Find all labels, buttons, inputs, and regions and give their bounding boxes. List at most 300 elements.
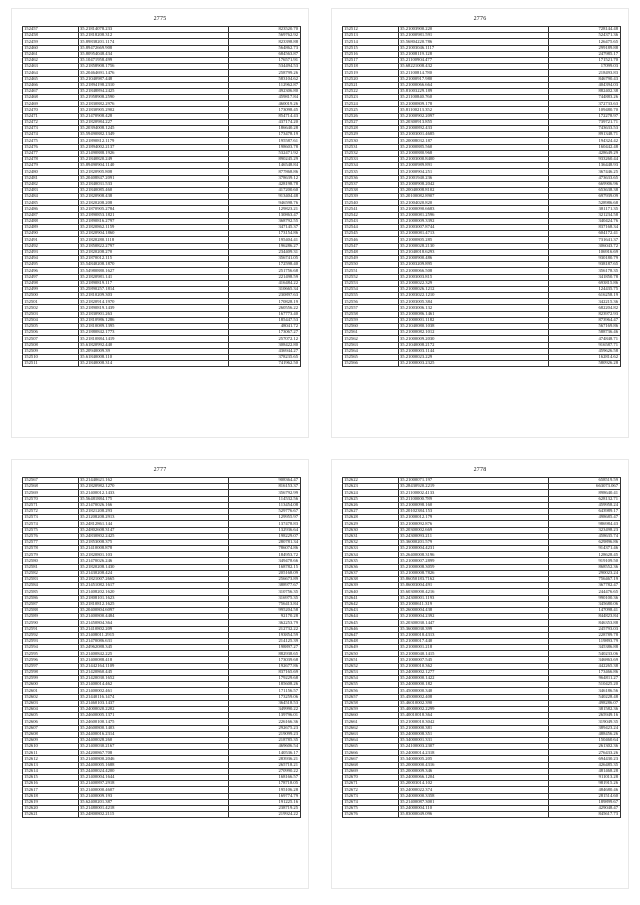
code-cell: 35.21890816.2797 <box>79 218 229 224</box>
row-id-cell: 152605 <box>23 713 79 719</box>
page-number: 2775 <box>153 16 167 22</box>
row-id-cell: 152568 <box>23 484 79 490</box>
row-id-cell: 152599 <box>23 676 79 682</box>
row-id-cell: 152661 <box>343 719 399 725</box>
value-cell: 564862.73 <box>229 45 301 51</box>
code-cell: 35.21808101.1623 <box>79 595 229 601</box>
row-id-cell: 152533 <box>343 156 399 162</box>
code-cell: 35.24100003.2307 <box>399 744 549 750</box>
row-id-cell: 152546 <box>343 237 399 243</box>
row-id-cell: 152671 <box>343 781 399 787</box>
value-cell: 17099.03 <box>549 64 621 70</box>
code-cell: 35.24000066.1204 <box>399 775 549 781</box>
code-cell: 35.60300000.4216 <box>399 589 549 595</box>
value-cell: 310756.35 <box>229 589 301 595</box>
code-cell: 35.20300913.855 <box>399 119 549 125</box>
value-cell: 198229.07 <box>229 533 301 539</box>
value-cell: 428198.78 <box>229 181 301 187</box>
value-cell: 186640.28 <box>229 126 301 132</box>
value-cell: 191225.16 <box>229 799 301 805</box>
code-cell: 35.21821208.293 <box>79 508 229 514</box>
row-id-cell: 152643 <box>343 607 399 613</box>
code-cell: 35.21820208.208 <box>79 200 229 206</box>
code-cell: 35.21000010.3042 <box>399 719 549 725</box>
code-cell: 35.21894198.2310 <box>79 82 229 88</box>
value-cell: 136448.93 <box>549 163 621 169</box>
row-id-cell: 152592 <box>23 632 79 638</box>
code-cell: 35.21000017.440 <box>399 638 549 644</box>
code-cell: 35.56481884.175 <box>79 496 229 502</box>
value-cell: 196286.27 <box>229 243 301 249</box>
row-id-cell: 152557 <box>343 305 399 311</box>
value-cell: 306043.72 <box>549 243 621 249</box>
row-id-cell: 152458 <box>23 33 79 39</box>
value-cell: 628132.71 <box>549 496 621 502</box>
value-cell: 498286.07 <box>549 700 621 706</box>
page-number: 2778 <box>473 467 487 473</box>
code-cell: 35.21003022.1210 <box>399 293 549 299</box>
row-id-cell: 152635 <box>343 558 399 564</box>
code-cell: 35.21400014.462 <box>79 682 229 688</box>
value-cell: 381582.36 <box>549 706 621 712</box>
row-id-cell: 152457 <box>23 27 79 33</box>
code-cell: 35.21003000.8400 <box>399 156 549 162</box>
row-id-cell: 152623 <box>343 484 399 490</box>
code-cell: 35.21400087.3001 <box>399 799 549 805</box>
value-cell: 113454.08 <box>229 502 301 508</box>
row-id-cell: 152508 <box>23 342 79 348</box>
code-cell: 35.20408847.2091 <box>79 175 229 181</box>
row-id-cell: 152591 <box>23 626 79 632</box>
value-cell: 129955.97 <box>229 515 301 521</box>
row-id-cell: 152552 <box>343 274 399 280</box>
code-cell: 35.36000030.399 <box>399 626 549 632</box>
row-id-cell: 152573 <box>23 515 79 521</box>
row-id-cell: 152618 <box>23 793 79 799</box>
row-id-cell: 152531 <box>343 144 399 150</box>
code-cell: 35.21008119.128 <box>399 51 549 57</box>
row-id-cell: 152537 <box>343 181 399 187</box>
value-cell: 189899.67 <box>549 799 621 805</box>
code-cell: 35.21000892.433 <box>399 126 549 132</box>
value-cell: 488456.26 <box>549 731 621 737</box>
value-cell: 469606.54 <box>229 744 301 750</box>
value-cell: 349478.66 <box>229 558 301 564</box>
code-cell: 35.21840085.460 <box>79 187 229 193</box>
value-cell: 823398.88 <box>229 39 301 45</box>
code-cell: 35.21000092.876 <box>399 521 549 527</box>
row-id-cell: 152554 <box>343 286 399 292</box>
row-id-cell: 152642 <box>343 601 399 607</box>
value-cell: 540228.48 <box>549 694 621 700</box>
value-cell: 198897.27 <box>229 645 301 651</box>
row-id-cell: 152572 <box>23 508 79 514</box>
code-cell: 35.21000007.545 <box>399 657 549 663</box>
code-cell: 35.24000002.1277 <box>399 669 549 675</box>
code-cell: 35.21000009.3392 <box>399 218 549 224</box>
row-id-cell: 152494 <box>23 255 79 261</box>
row-id-cell: 152567 <box>23 478 79 484</box>
row-id-cell: 152535 <box>343 169 399 175</box>
value-cell: 426485.35 <box>549 762 621 768</box>
code-cell: 35.24600800.1403 <box>79 725 229 731</box>
code-cell: 35.20003014.102 <box>399 781 549 787</box>
code-cell: 35.62400201.387 <box>79 799 229 805</box>
row-id-cell: 152499 <box>23 286 79 292</box>
row-id-cell: 152611 <box>23 750 79 756</box>
code-cell: 35.21410008.878 <box>79 546 229 552</box>
row-id-cell: 152582 <box>23 570 79 576</box>
code-cell: 35.21000003.2325 <box>399 361 549 367</box>
value-cell: 916587.71 <box>549 342 621 348</box>
row-id-cell: 152664 <box>343 737 399 743</box>
row-id-cell: 152578 <box>23 546 79 552</box>
row-id-cell: 152488 <box>23 218 79 224</box>
row-id-cell: 152476 <box>23 144 79 150</box>
value-cell: 629896.86 <box>549 539 621 545</box>
code-cell: 35.89472669.908 <box>79 45 229 51</box>
row-id-cell: 152498 <box>23 280 79 286</box>
value-cell: 340424.76 <box>549 218 621 224</box>
row-id-cell: 152657 <box>343 694 399 700</box>
code-cell: 35.21000071.197 <box>399 478 549 484</box>
row-id-cell: 152583 <box>23 577 79 583</box>
value-cell: 172598.40 <box>229 262 301 268</box>
code-cell: 35.21840008.314 <box>79 361 229 367</box>
row-id-cell: 152602 <box>23 694 79 700</box>
code-cell: 35.21820982.1270 <box>79 484 229 490</box>
value-cell: 346863.69 <box>549 657 621 663</box>
value-cell: 173039.68 <box>229 657 301 663</box>
document-page-2775 <box>11 8 309 438</box>
code-cell: 35.21890819.117 <box>79 280 229 286</box>
code-cell: 35.24400028.260 <box>79 737 229 743</box>
row-id-cell: 152486 <box>23 206 79 212</box>
code-cell: 35.81100213.352 <box>399 107 549 113</box>
value-cell: 92170.28 <box>229 614 301 620</box>
value-cell: 247985.17 <box>549 51 621 57</box>
table-row <box>23 361 301 367</box>
value-cell: 256673.89 <box>229 577 301 583</box>
row-id-cell: 152620 <box>23 805 79 811</box>
row-id-cell: 152589 <box>23 614 79 620</box>
row-id-cell: 152666 <box>343 750 399 756</box>
code-cell: 35.20300030.1447 <box>399 620 549 626</box>
row-id-cell: 152470 <box>23 107 79 113</box>
row-id-cell: 152594 <box>23 645 79 651</box>
table-row <box>343 361 621 367</box>
code-cell: 35.86050183.7162 <box>399 577 549 583</box>
table-row <box>343 812 621 818</box>
value-cell: 877868.86 <box>229 169 301 175</box>
code-cell: 35.24400005.1688 <box>79 762 229 768</box>
row-id-cell: 152660 <box>343 713 399 719</box>
row-id-cell: 152495 <box>23 262 79 268</box>
code-cell: 35.21451082.1617 <box>79 583 229 589</box>
row-id-cell: 152641 <box>343 595 399 601</box>
code-cell: 35.21430208.424 <box>79 570 229 576</box>
row-id-cell: 152551 <box>343 268 399 274</box>
code-cell: 35.21000008.7826 <box>399 570 549 576</box>
value-cell: 112962.87 <box>229 82 301 88</box>
row-id-cell: 152656 <box>343 688 399 694</box>
value-cell: 345386.88 <box>549 645 621 651</box>
value-cell: 147098.41 <box>549 607 621 613</box>
row-id-cell: 152507 <box>23 336 79 342</box>
row-id-cell: 152571 <box>23 502 79 508</box>
value-cell: 873964.47 <box>549 317 621 323</box>
code-cell: 35.54980880.1627 <box>79 268 229 274</box>
row-id-cell: 152459 <box>23 39 79 45</box>
code-cell: 35.21858908.1756 <box>79 64 229 70</box>
row-id-cell: 152515 <box>343 45 399 51</box>
value-cell: 938187.65 <box>549 262 621 268</box>
row-id-cell: 152626 <box>343 502 399 508</box>
value-cell: 540233.06 <box>549 651 621 657</box>
row-id-cell: 152665 <box>343 744 399 750</box>
value-cell: 139796.01 <box>229 713 301 719</box>
value-cell: 194324.42 <box>549 138 621 144</box>
row-id-cell: 152479 <box>23 163 79 169</box>
code-cell: 35.21880842.1773 <box>79 330 229 336</box>
row-id-cell: 152532 <box>343 150 399 156</box>
code-cell: 35.21000809.178 <box>399 101 549 107</box>
row-id-cell: 152471 <box>23 113 79 119</box>
row-id-cell: 152606 <box>23 719 79 725</box>
value-cell: 498685.47 <box>549 515 621 521</box>
value-cell: 226166.36 <box>229 719 301 725</box>
value-cell: 367782.47 <box>549 583 621 589</box>
code-cell: 35.21810884.1419 <box>79 336 229 342</box>
value-cell: 218785.35 <box>229 737 301 743</box>
code-cell: 35.89838201.1174 <box>79 39 229 45</box>
code-cell: 35.21821007.2665 <box>79 577 229 583</box>
value-cell: 345680.06 <box>549 601 621 607</box>
code-cell: 35.21040987.448 <box>79 76 229 82</box>
value-cell: 442265.38 <box>549 663 621 669</box>
value-cell: 731641.37 <box>549 237 621 243</box>
code-cell: 35.21450804.364 <box>79 620 229 626</box>
row-id-cell: 152608 <box>23 731 79 737</box>
row-id-cell: 152669 <box>343 768 399 774</box>
row-id-cell: 152514 <box>343 39 399 45</box>
code-cell: 35.21000023.229 <box>399 354 549 360</box>
row-id-cell: 152489 <box>23 225 79 231</box>
row-id-cell: 152603 <box>23 700 79 706</box>
value-cell: 169774.79 <box>229 793 301 799</box>
value-cell: 341850.78 <box>549 274 621 280</box>
value-cell: 160442.48 <box>549 144 621 150</box>
value-cell: 378639.12 <box>229 175 301 181</box>
code-cell: 35.21820208.1430 <box>79 564 229 570</box>
row-id-cell: 152576 <box>23 533 79 539</box>
code-cell: 35.21000885.560 <box>399 144 549 150</box>
code-cell: 35.21400009.193 <box>79 793 229 799</box>
row-id-cell: 152460 <box>23 45 79 51</box>
value-cell: 221498.59 <box>229 274 301 280</box>
row-id-cell: 152630 <box>343 527 399 533</box>
code-cell: 35.20464691.1476 <box>79 70 229 76</box>
value-cell: 109480.70 <box>549 107 621 113</box>
value-cell: 823972.93 <box>549 311 621 317</box>
code-cell: 35.21400030.2167 <box>79 744 229 750</box>
value-cell: 230897.63 <box>229 293 301 299</box>
value-cell: 908364.47 <box>229 478 301 484</box>
value-cell: 417200.60 <box>229 187 301 193</box>
value-cell: 616258.19 <box>549 293 621 299</box>
value-cell: 846353.88 <box>549 620 621 626</box>
row-id-cell: 152673 <box>343 793 399 799</box>
code-cell: 35.21003900.220 <box>399 27 549 33</box>
row-id-cell: 152464 <box>23 70 79 76</box>
code-cell: 35.21820208.270 <box>79 249 229 255</box>
code-cell: 35.24000000.182 <box>399 682 549 688</box>
code-cell: 35.20000000.4316 <box>399 762 549 768</box>
value-cell: 362253.79 <box>229 620 301 626</box>
code-cell: 35.21400842.225 <box>79 651 229 657</box>
code-cell: 35.21820984.227 <box>79 119 229 125</box>
row-id-cell: 152512 <box>343 27 399 33</box>
code-cell: 35.21003001.4685 <box>399 132 549 138</box>
row-id-cell: 152584 <box>23 583 79 589</box>
code-cell: 35.21442164.1109 <box>79 663 229 669</box>
value-cell: 460019.26 <box>229 101 301 107</box>
row-id-cell: 152649 <box>343 645 399 651</box>
code-cell: 35.24300093.211 <box>399 533 549 539</box>
value-cell: 198603.78 <box>229 144 301 150</box>
value-cell: 140536.17 <box>229 750 301 756</box>
code-cell: 35.21000090.6683 <box>399 206 549 212</box>
value-cell: 342215.36 <box>549 299 621 305</box>
value-cell: 458635.74 <box>549 533 621 539</box>
value-cell: 126475.65 <box>549 39 621 45</box>
code-cell: 35.24962088.345 <box>79 645 229 651</box>
row-id-cell: 152638 <box>343 577 399 583</box>
code-cell: 35.21208208.2913 <box>79 515 229 521</box>
value-cell: 168782.15 <box>229 564 301 570</box>
code-cell: 35.21400088.418 <box>79 657 229 663</box>
code-cell: 35.21100904.477 <box>399 57 549 63</box>
row-id-cell: 152600 <box>23 682 79 688</box>
row-id-cell: 152485 <box>23 200 79 206</box>
value-cell: 429048.47 <box>549 805 621 811</box>
value-cell: 173067.27 <box>229 330 301 336</box>
row-id-cell: 152650 <box>343 651 399 657</box>
row-id-cell: 152482 <box>23 181 79 187</box>
value-cell: 891348.71 <box>549 132 621 138</box>
row-id-cell: 152473 <box>23 126 79 132</box>
value-cell: 367446.25 <box>549 169 621 175</box>
value-cell: 212732.22 <box>229 626 301 632</box>
row-id-cell: 152662 <box>343 725 399 731</box>
row-id-cell: 152497 <box>23 274 79 280</box>
code-cell: 35.21000001.1182 <box>399 317 549 323</box>
row-id-cell: 152556 <box>343 299 399 305</box>
value-cell: 172278.97 <box>549 113 621 119</box>
row-id-cell: 152555 <box>343 293 399 299</box>
value-cell: 694430.23 <box>549 756 621 762</box>
code-cell: 35.21890853.1821 <box>79 212 229 218</box>
row-id-cell: 152574 <box>23 521 79 527</box>
row-id-cell: 152631 <box>343 533 399 539</box>
row-id-cell: 152633 <box>343 546 399 552</box>
value-cell: 195587.61 <box>229 138 301 144</box>
value-cell: 184953.72 <box>229 552 301 558</box>
code-cell: 35.24000008.351 <box>399 731 549 737</box>
code-cell: 35.24400016.2314 <box>79 731 229 737</box>
row-id-cell: 152653 <box>343 669 399 675</box>
row-id-cell: 152475 <box>23 138 79 144</box>
code-cell: 35.21814078.233 <box>79 27 229 33</box>
row-id-cell: 152637 <box>343 570 399 576</box>
value-cell: 178718.05 <box>229 781 301 787</box>
value-cell: 321234.58 <box>549 212 621 218</box>
row-id-cell: 152622 <box>343 478 399 484</box>
value-cell: 171521.70 <box>549 57 621 63</box>
page-number: 2777 <box>153 467 167 473</box>
code-cell: 35.21000902.2097 <box>399 113 549 119</box>
value-cell: 588736.46 <box>549 330 621 336</box>
code-cell: 35.21870012.115 <box>79 255 229 261</box>
code-cell: 35.83000049.096 <box>399 812 549 818</box>
row-id-cell: 152496 <box>23 268 79 274</box>
value-cell: 137478.83 <box>229 521 301 527</box>
code-cell: 35.20102384.153 <box>399 508 549 514</box>
value-cell: 260556.22 <box>229 305 301 311</box>
value-cell: 265949.16 <box>549 713 621 719</box>
row-id-cell: 152675 <box>343 805 399 811</box>
row-id-cell: 152586 <box>23 595 79 601</box>
row-id-cell: 152646 <box>343 626 399 632</box>
row-id-cell: 152595 <box>23 651 79 657</box>
row-id-cell: 152536 <box>343 175 399 181</box>
code-cell: 35.86003004.491 <box>399 583 549 589</box>
code-cell: 35.21040018.6293 <box>399 249 549 255</box>
row-id-cell: 152627 <box>343 508 399 514</box>
code-cell: 35.21820914.1970 <box>79 299 229 305</box>
value-cell: 176571.91 <box>229 57 301 63</box>
value-cell: 346186.56 <box>549 688 621 694</box>
value-cell: 276433.26 <box>549 750 621 756</box>
row-id-cell: 152509 <box>23 348 79 354</box>
value-cell: 911013.28 <box>549 775 621 781</box>
code-cell: 35.24400024.4200 <box>79 768 229 774</box>
row-id-cell: 152644 <box>343 614 399 620</box>
code-cell: 35.21000908.2042 <box>399 181 549 187</box>
code-cell: 35.20008032.187 <box>399 138 549 144</box>
code-cell: 35.21000009.2030 <box>399 336 549 342</box>
row-id-cell: 152511 <box>23 361 79 367</box>
code-cell: 35.26000004.438 <box>399 607 549 613</box>
code-cell: 35.21000007.2899 <box>399 558 549 564</box>
value-cell: 898640.41 <box>549 490 621 496</box>
code-cell: 35.46010002.390 <box>399 700 549 706</box>
code-cell: 35.24000004.110 <box>399 805 549 811</box>
code-cell: 35.21000611.319 <box>399 601 549 607</box>
value-cell: 347145.37 <box>229 225 301 231</box>
value-cell: 569762.92 <box>229 33 301 39</box>
value-cell: 428649.29 <box>549 150 621 156</box>
value-cell: 739721.71 <box>549 119 621 125</box>
code-cell: 35.10471958.499 <box>79 57 229 63</box>
code-cell: 35.21000081.2596 <box>399 212 549 218</box>
row-id-cell: 152465 <box>23 76 79 82</box>
row-id-cell: 152490 <box>23 231 79 237</box>
code-cell: 35.21003209.895 <box>399 262 549 268</box>
code-cell: 35.21840820.249 <box>79 156 229 162</box>
value-cell: 580926.28 <box>549 361 621 367</box>
row-id-cell: 152524 <box>343 101 399 107</box>
